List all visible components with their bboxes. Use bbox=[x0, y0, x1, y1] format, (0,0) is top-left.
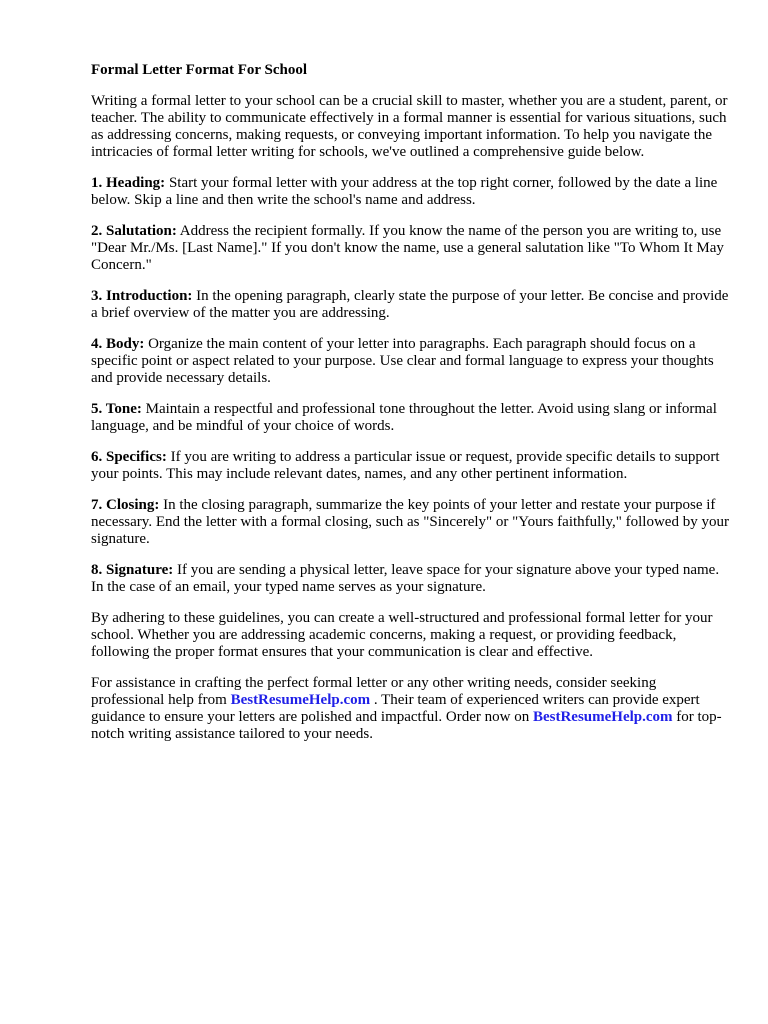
section-closing-paragraph bbox=[91, 497, 731, 548]
intro-paragraph: Writing a formal letter to your school can be a crucial skill to master, whether you are a student, parent, or teacher. The ability to communicate effectively in a formal manner is essential for various situations, such as addressing concerns, making requests, or conveying important information. To help you navigate the intricacies of formal letter writing for schools, we've outlined a comprehensive guide below. bbox=[91, 93, 728, 160]
section-tone-paragraph bbox=[91, 401, 731, 435]
conclusion-paragraph: By adhering to these guidelines, you can create a well-structured and professional formal letter for your school. Whether you are addressing academic concerns, making a request, or providing feedback, following the proper format ensures that your communication is clear and effective. bbox=[91, 610, 713, 660]
section-body-paragraph bbox=[91, 336, 731, 387]
bestresumehelp-link[interactable]: BestResumeHelp.com bbox=[532, 709, 673, 725]
section-text: Maintain a respectful and professional tone throughout the letter. Avoid using slang or informal language, and be mindful of your choice of words. bbox=[91, 401, 717, 434]
section-lead: 1. Heading: bbox=[91, 175, 166, 191]
section-text: In the closing paragraph, summarize the key points of your letter and restate your purpose if necessary. End the letter with a formal closing, such as "Sincerely" or "Yours faithfully," followed by your signature. bbox=[91, 497, 729, 547]
section-salutation-paragraph bbox=[91, 223, 731, 274]
section-lead: 3. Introduction: bbox=[91, 288, 193, 304]
section-text: If you are writing to address a particular issue or request, provide specific details to support your points. This may include relevant dates, names, and any other pertinent information. bbox=[91, 449, 720, 482]
section-lead: 7. Closing: bbox=[91, 497, 160, 513]
section-signature-paragraph bbox=[91, 562, 731, 596]
document-title: Formal Letter Format For School bbox=[91, 62, 308, 78]
section-text: Organize the main content of your letter into paragraphs. Each paragraph should focus on a specific point or aspect related to your purpose. Use clear and formal language to express your thoughts and provide necessary details. bbox=[91, 336, 714, 386]
section-heading-paragraph bbox=[91, 175, 731, 209]
section-lead: 6. Specifics: bbox=[91, 449, 167, 465]
cta-text: for top-notch writing assistance tailored to your needs. bbox=[91, 709, 722, 742]
section-text: In the opening paragraph, clearly state the purpose of your letter. Be concise and provide a brief overview of the matter you are addressing. bbox=[91, 288, 729, 321]
cta-paragraph bbox=[91, 675, 731, 743]
section-lead: 2. Salutation: bbox=[91, 223, 177, 239]
section-introduction-paragraph bbox=[91, 288, 731, 322]
section-text: Address the recipient formally. If you know the name of the person you are writing to, use "Dear Mr./Ms. [Last Name]." If you don't know the name, use a general salutation like "To Whom It May Concern." bbox=[91, 223, 724, 273]
cta-text: For assistance in crafting the perfect formal letter or any other writing needs, consider seeking professional help from bbox=[91, 675, 657, 708]
section-text: If you are sending a physical letter, leave space for your signature above your typed name. In the case of an email, your typed name serves as your signature. bbox=[91, 562, 720, 595]
section-specifics-paragraph bbox=[91, 449, 731, 483]
section-lead: 8. Signature: bbox=[91, 562, 174, 578]
section-lead: 5. Tone: bbox=[91, 401, 142, 417]
section-lead: 4. Body: bbox=[91, 336, 145, 352]
section-text: Start your formal letter with your address at the top right corner, followed by the date a line below. Skip a line and then write the school's name and address. bbox=[91, 175, 718, 208]
cta-text: . Their team of experienced writers can provide expert guidance to ensure your letters are polished and impactful. Order now on bbox=[91, 692, 700, 725]
document-page bbox=[91, 62, 731, 757]
bestresumehelp-link[interactable]: BestResumeHelp.com bbox=[230, 692, 371, 708]
